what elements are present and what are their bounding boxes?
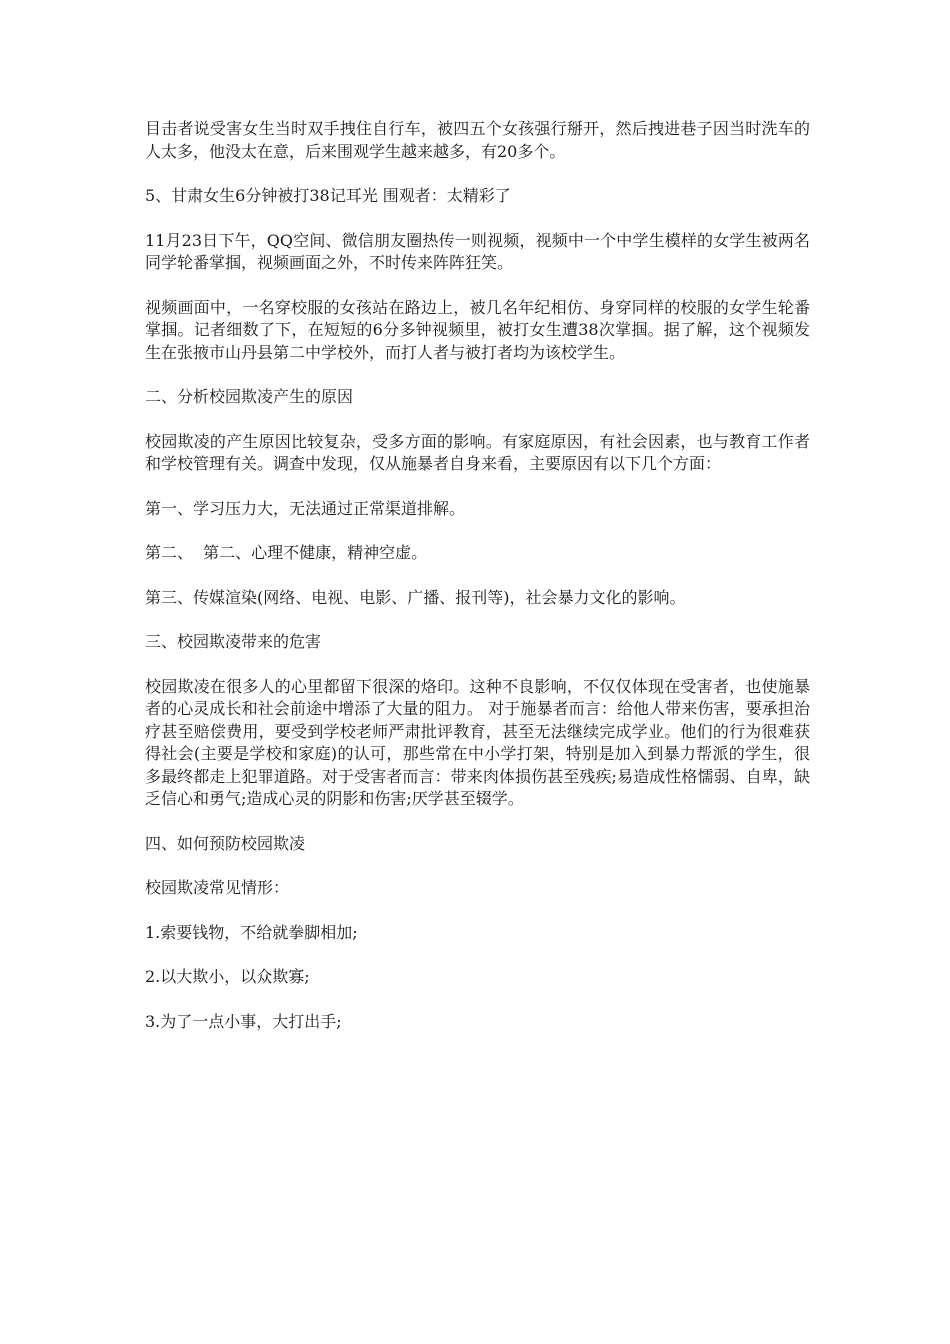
paragraph-causes-intro: 校园欺凌的产生原因比较复杂，受多方面的影响。有家庭原因，有社会因素，也与教育工作者和学校管理有关。调查中发现，仅从施暴者自身来看，主要原因有以下几个方面： [145, 431, 810, 473]
heading-section-three: 三、校园欺凌带来的危害 [145, 632, 322, 651]
cause-item-3: 第三、传媒渲染(网络、电视、电影、广播、报刊等)，社会暴力文化的影响。 [145, 587, 686, 607]
subheading-common-situations: 校园欺凌常见情形： [145, 878, 290, 897]
situation-item-3: 3.为了一点小事，大打出手; [145, 1011, 342, 1031]
paragraph-gansu-details: 视频画面中，一名穿校服的女孩站在路边上，被几名年纪相仿、身穿同样的校服的女学生轮番掌掴。记者细数了下，在短短的6分多钟视频里，被打女生遭38次掌掴。据了解，这个视频发生在张掖市山丹县第二中学校外，而打人者与被打者均为该校学生。 [145, 297, 810, 362]
document-page [145, 118, 810, 1055]
cause-item-2: 第二、 第二、心理不健康，精神空虚。 [145, 543, 428, 562]
heading-section-two: 二、分析校园欺凌产生的原因 [145, 387, 354, 406]
paragraph-harms: 校园欺凌在很多人的心里都留下很深的烙印。这种不良影响，不仅仅体现在受害者，也使施暴者的心灵成长和社会前途中增添了大量的阻力。 对于施暴者而言：给他人带来伤害，要承担治疗甚至赔偿费用，要受到学校老师严肃批评教育，甚至无法继续完成学业。他们的行为很难获得社会(主要是学校和家庭)的认可，那些常在中小学打架，特别是加入到暴力帮派的学生，很多最终都走上犯罪道路。对于受害者而言：带来肉体损伤甚至残疾;易造成性格懦弱、自卑，缺乏信心和勇气;造成心灵的阴影和伤害;厌学甚至辍学。 [145, 676, 810, 808]
situation-item-2: 2.以大欺小，以众欺寡; [145, 967, 310, 986]
heading-gansu-case: 5、甘肃女生6分钟被打38记耳光 围观者：太精彩了 [145, 186, 511, 205]
paragraph-gansu-video: 11月23日下午，QQ空间、微信朋友圈热传一则视频，视频中一个中学生模样的女学生被两名同学轮番掌掴，视频画面之外，不时传来阵阵狂笑。 [145, 230, 810, 272]
situation-item-1: 1.索要钱物，不给就拳脚相加; [145, 922, 358, 942]
cause-item-1: 第一、学习压力大，无法通过正常渠道排解。 [145, 498, 466, 518]
heading-section-four: 四、如何预防校园欺凌 [145, 833, 306, 853]
paragraph-witness-account: 目击者说受害女生当时双手拽住自行车，被四五个女孩强行掰开，然后拽进巷子因当时洗车的人太多，他没太在意，后来围观学生越来越多，有20多个。 [145, 119, 810, 161]
